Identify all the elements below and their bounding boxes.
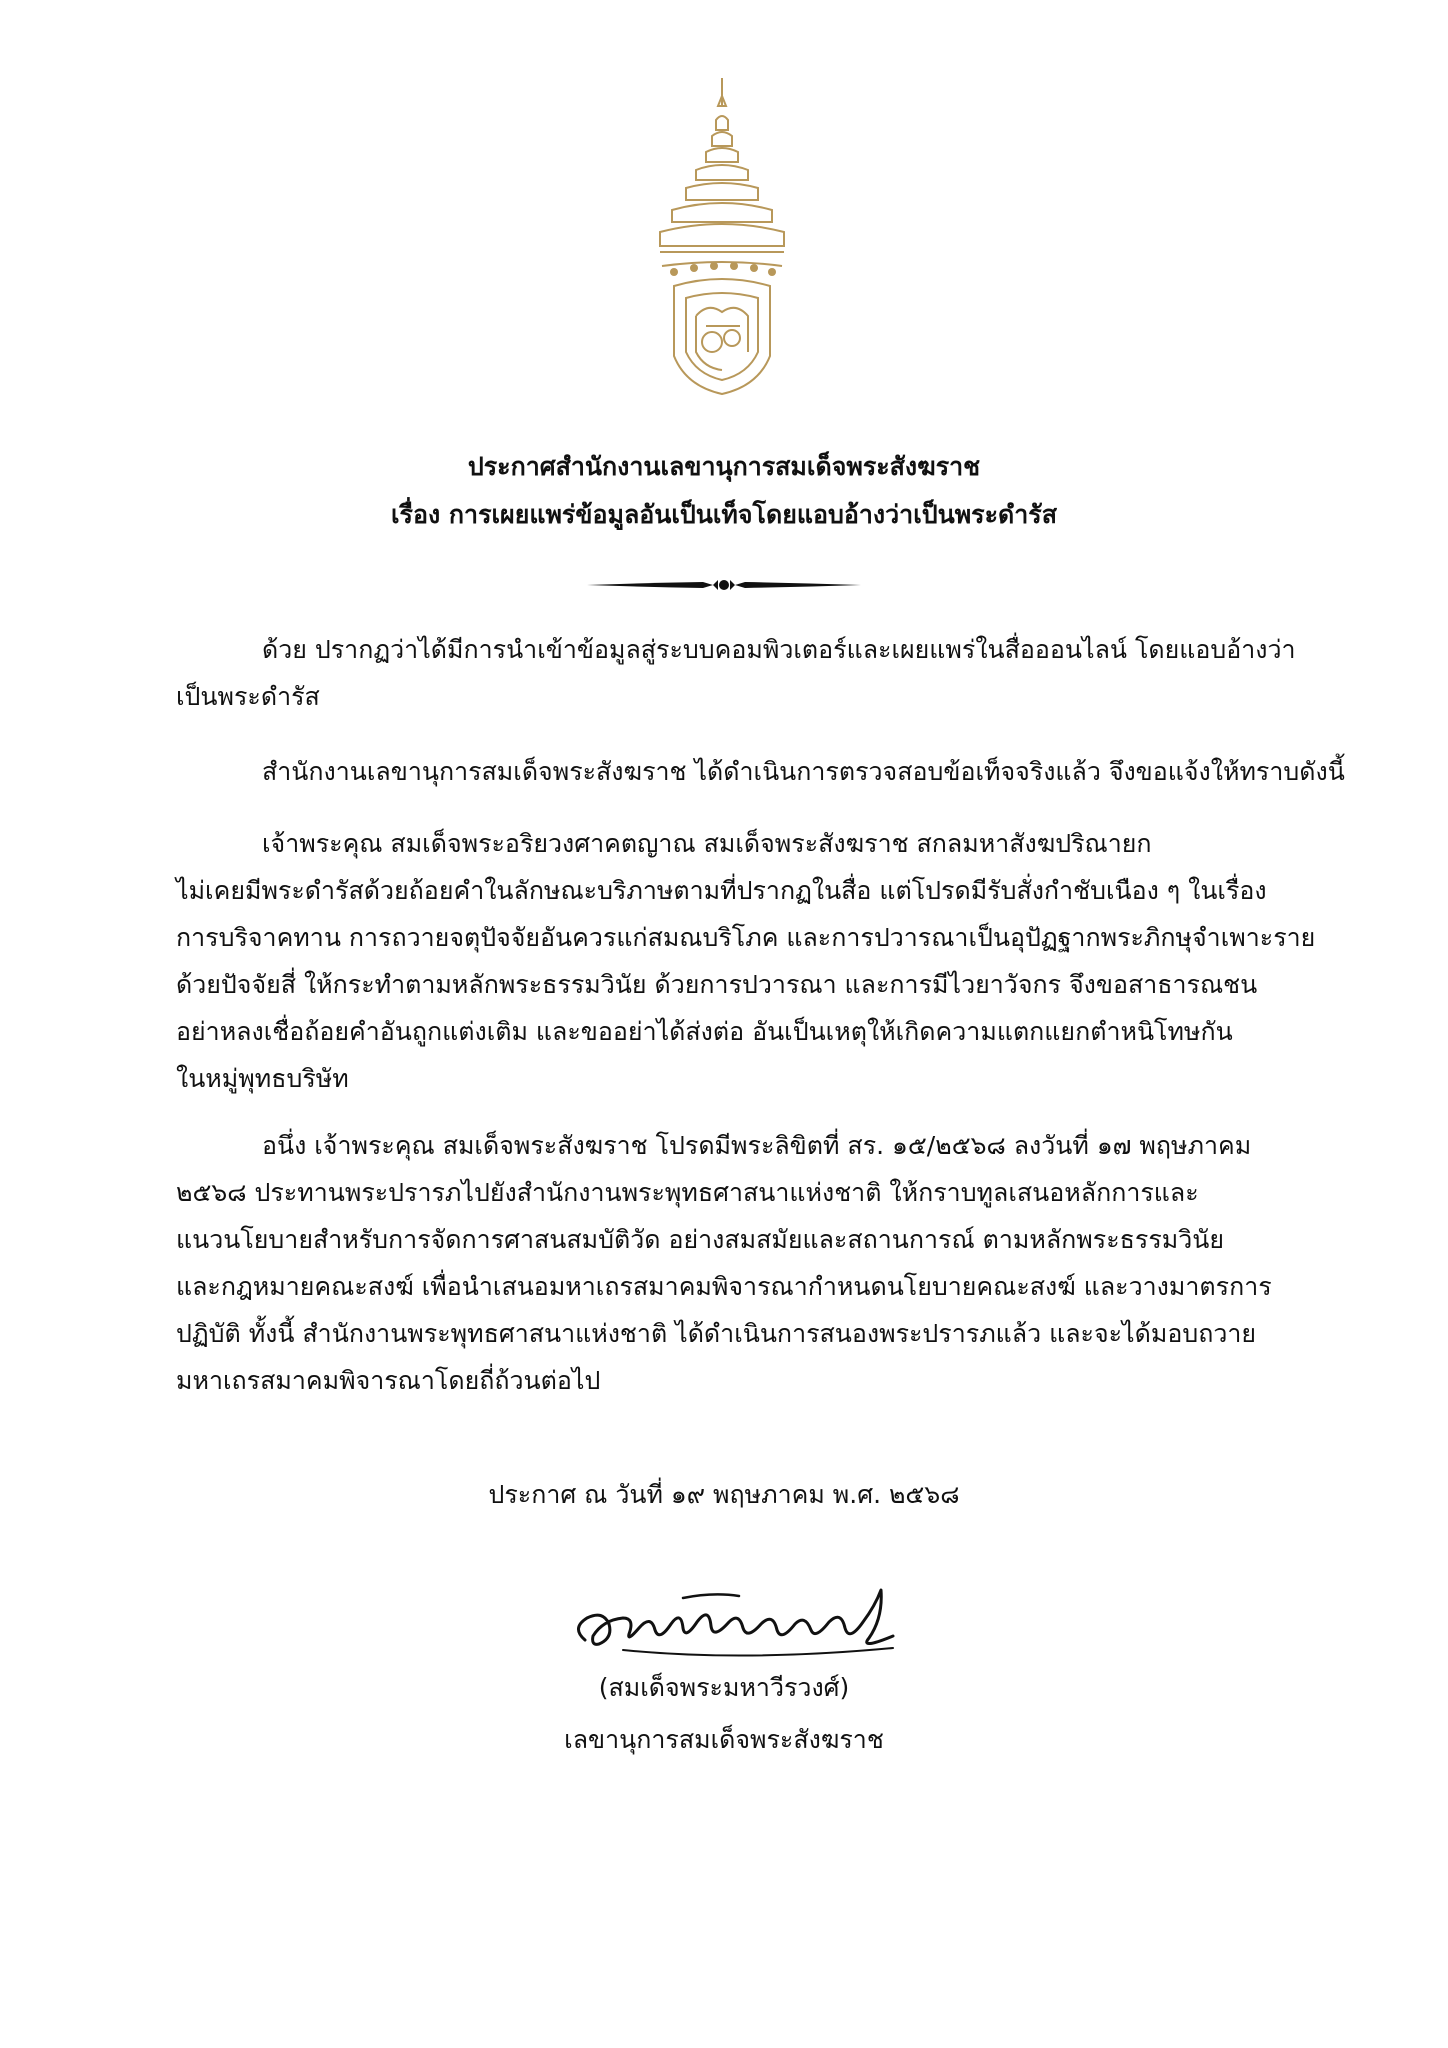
handwritten-signature bbox=[563, 1578, 923, 1678]
paragraph-line: ปฏิบัติ ทั้งนี้ สำนักงานพระพุทธศาสนาแห่งชาติ ได้ดำเนินการสนองพระปรารภแล้ว และจะได้มอบถวาย bbox=[176, 1319, 1257, 1348]
paragraph-3 bbox=[176, 820, 1316, 1102]
paragraph-1 bbox=[176, 626, 1296, 720]
paragraph-line: ด้วยปัจจัยสี่ ให้กระทำตามหลักพระธรรมวินัย ด้วยการปวารณา และการมีไวยาวัจกร จึงขอสาธารณชน bbox=[176, 970, 1258, 999]
paragraph-line: ไม่เคยมีพระดำรัสด้วยถ้อยคำในลักษณะบริภาษตามที่ปรากฏในสื่อ แต่โปรดมีรับสั่งกำชับเนือง ๆ ในเรื่อง bbox=[176, 876, 1267, 905]
paragraph-line: การบริจาคทาน การถวายจตุปัจจัยอันควรแก่สมณบริโภค และการปวารณาเป็นอุปัฏฐากพระภิกษุจำเพาะราย bbox=[176, 923, 1316, 952]
paragraph-line: ๒๕๖๘ ประทานพระปรารภไปยังสำนักงานพระพุทธศาสนาแห่งชาติ ให้กราบทูลเสนอหลักการและ bbox=[176, 1178, 1199, 1207]
paragraph-line: ด้วย ปรากฏว่าได้มีการนำเข้าข้อมูลสู่ระบบคอมพิวเตอร์และเผยแพร่ในสื่อออนไลน์ โดยแอบอ้างว่า bbox=[262, 635, 1296, 664]
ornamental-divider-icon bbox=[585, 575, 863, 595]
office-emblem-icon bbox=[656, 76, 788, 396]
paragraph-line: เป็นพระดำรัส bbox=[176, 682, 320, 711]
signatory-name: (สมเด็จพระมหาวีรวงศ์) bbox=[598, 1673, 850, 1702]
paragraph-line: มหาเถรสมาคมพิจารณาโดยถี่ถ้วนต่อไป bbox=[176, 1366, 601, 1395]
announcement-title: ประกาศสำนักงานเลขานุการสมเด็จพระสังฆราช bbox=[467, 452, 981, 481]
paragraph-line: เจ้าพระคุณ สมเด็จพระอริยวงศาคตญาณ สมเด็จพระสังฆราช สกลมหาสังฆปริณายก bbox=[262, 829, 1152, 858]
dateline: ประกาศ ณ วันที่ ๑๙ พฤษภาคม พ.ศ. ๒๕๖๘ bbox=[488, 1480, 960, 1509]
announcement-subject: เรื่อง การเผยแพร่ข้อมูลอันเป็นเท็จโดยแอบอ้างว่าเป็นพระดำรัส bbox=[391, 500, 1057, 529]
paragraph-line: อนึ่ง เจ้าพระคุณ สมเด็จพระสังฆราช โปรดมีพระลิขิตที่ สร. ๑๕/๒๕๖๘ ลงวันที่ ๑๗ พฤษภาคม bbox=[262, 1131, 1252, 1160]
paragraph-4 bbox=[176, 1122, 1276, 1404]
signatory-position: เลขานุการสมเด็จพระสังฆราช bbox=[564, 1725, 884, 1754]
paragraph-2 bbox=[176, 748, 1345, 795]
paragraph-line: แนวนโยบายสำหรับการจัดการศาสนสมบัติวัด อย่างสมสมัยและสถานการณ์ ตามหลักพระธรรมวินัย bbox=[176, 1225, 1224, 1254]
paragraph-line: และกฎหมายคณะสงฆ์ เพื่อนำเสนอมหาเถรสมาคมพิจารณากำหนดนโยบายคณะสงฆ์ และวางมาตรการ bbox=[176, 1272, 1272, 1301]
paragraph-line: ในหมู่พุทธบริษัท bbox=[176, 1064, 349, 1093]
paragraph-line: สำนักงานเลขานุการสมเด็จพระสังฆราช ได้ดำเนินการตรวจสอบข้อเท็จจริงแล้ว จึงขอแจ้งให้ทราบดังนี้ bbox=[262, 757, 1345, 786]
paragraph-line: อย่าหลงเชื่อถ้อยคำอันถูกแต่งเติม และขออย่าได้ส่งต่อ อันเป็นเหตุให้เกิดความแตกแยกตำหนิโทษกัน bbox=[176, 1017, 1233, 1046]
